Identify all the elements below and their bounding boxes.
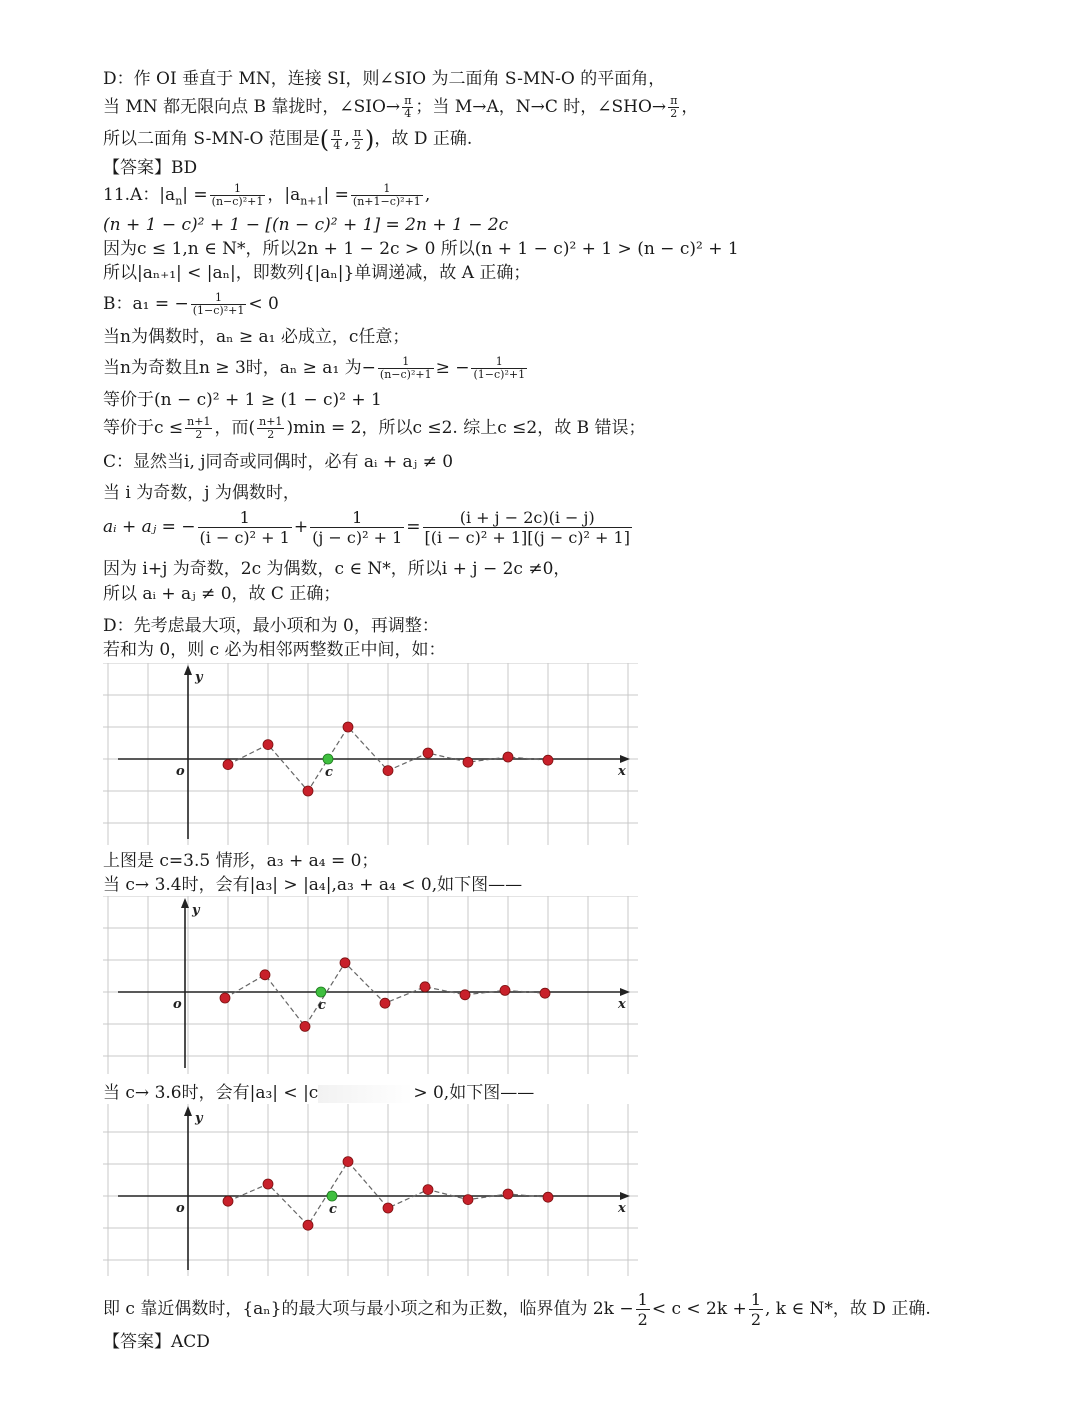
- text-segment: ，|a: [267, 185, 301, 205]
- c-point: [327, 1191, 337, 1201]
- plot-1-svg: [103, 663, 638, 845]
- text-line-6: 因为c ≤ 1,n ∈ N*，所以2n + 1 − 2c > 0 所以(n + 1 − c)² + 1 > (n − c)² + 1: [103, 239, 739, 259]
- text-segment: < 0: [248, 294, 279, 314]
- fraction-half: $\frac{1}{2}$: [637, 1290, 648, 1329]
- text-segment: =: [406, 517, 421, 537]
- x-axis-label: x: [618, 764, 626, 779]
- text-line-2: [103, 95, 698, 120]
- data-point: [423, 748, 433, 758]
- text-line-22: [103, 1082, 534, 1104]
- fraction-an: $\frac{1}{\text{(n−c)²+1}}$: [379, 355, 432, 381]
- text-line-d: D：先考虑最大项，最小项和为 0，再调整：: [103, 616, 439, 636]
- text-segment: )min = 2，所以c ≤2. 综上c ≤2，故 B 错误；: [286, 418, 646, 438]
- data-point: [420, 982, 430, 992]
- data-point: [383, 1203, 393, 1213]
- data-point: [383, 766, 393, 776]
- text-segment: ≥ −: [435, 358, 470, 378]
- plot-1: [103, 663, 638, 845]
- fraction-an: $\frac{1}{\text{(n−c)²+1}}$: [211, 182, 264, 208]
- data-point: [263, 740, 273, 750]
- origin-label: o: [173, 997, 182, 1012]
- text-segment: 当 c→ 3.6时，会有|a₃| < |c: [103, 1083, 319, 1103]
- c-label: c: [325, 765, 333, 780]
- data-point: [263, 1179, 273, 1189]
- data-point: [423, 1185, 433, 1195]
- data-point: [540, 988, 550, 998]
- data-point: [543, 1192, 553, 1202]
- fraction-half: $\frac{1}{2}$: [750, 1290, 761, 1329]
- data-point: [500, 985, 510, 995]
- c-point: [316, 987, 326, 997]
- data-point: [380, 998, 390, 1008]
- text-segment: , k ∈ N*，故 D 正确.: [765, 1299, 931, 1319]
- data-point: [220, 993, 230, 1003]
- data-point: [343, 722, 353, 732]
- y-axis-arrow: [184, 1106, 192, 1116]
- text-line-7: 所以|aₙ₊₁| < |aₙ|，即数列{|aₙ|}单调递减，故 A 正确；: [103, 263, 531, 283]
- data-point: [303, 786, 313, 796]
- data-point: [463, 757, 473, 767]
- blurred-region: [318, 1085, 413, 1103]
- text-segment: ，而(: [214, 418, 256, 438]
- data-point: [463, 1195, 473, 1205]
- fraction-n1-2: $\frac{n+1}{2}$: [187, 415, 211, 441]
- data-point: [303, 1220, 313, 1230]
- data-point: [340, 958, 350, 968]
- x-axis-label: x: [618, 997, 626, 1012]
- text-line-15: [103, 508, 634, 547]
- text-segment: ；当 M→A，N→C 时，∠SHO→: [415, 97, 667, 117]
- data-point: [300, 1021, 310, 1031]
- text-line-17: 所以 aᵢ + aⱼ ≠ 0，故 C 正确；: [103, 584, 341, 604]
- text-segment: +: [293, 517, 309, 537]
- fraction-n1-2: $\frac{n+1}{2}$: [259, 415, 283, 441]
- origin-label: o: [176, 1201, 185, 1216]
- text-segment: ，: [681, 97, 699, 117]
- fraction-a1: $\frac{1}{\text{(1−c)²+1}}$: [473, 355, 526, 381]
- c-label: c: [318, 998, 326, 1013]
- fraction-sum: $\frac{(i + j - 2c)(i - j)}{\text{[(i − c)² + 1][(j − c)² + 1]}}$: [424, 508, 630, 547]
- text-line-21: 当 c→ 3.4时，会有|a₃| > |a₄|,a₃ + a₄ < 0,如下图——: [103, 875, 523, 895]
- text-line-20: 上图是 c=3.5 情形，a₃ + a₄ = 0；: [103, 851, 379, 871]
- text-segment: | =: [182, 185, 208, 205]
- plot-3-svg: [103, 1104, 638, 1276]
- fraction-aj: $\frac{1}{\text{(j − c)² + 1}}$: [312, 508, 403, 547]
- text-segment: < c < 2k +: [651, 1299, 747, 1319]
- fraction-a1: $\frac{1}{\text{(1−c)²+1}}$: [192, 291, 245, 317]
- text-segment: 11.A：|a: [103, 185, 176, 205]
- y-axis-label: y: [192, 903, 200, 918]
- answer-acd: 【答案】ACD: [103, 1332, 210, 1352]
- data-point: [503, 1189, 513, 1199]
- fraction-pi-2: $\frac{\pi}{2}$: [670, 94, 678, 120]
- fraction-an1: $\frac{1}{\text{(n+1−c)²+1}}$: [352, 182, 421, 208]
- text-segment: 即 c 靠近偶数时，{aₙ}的最大项与最小项之和为正数，临界值为 2k −: [103, 1299, 634, 1319]
- text-segment: aᵢ + aⱼ = −: [103, 517, 196, 537]
- text-line-9: 当n为偶数时，aₙ ≥ a₁ 必成立，c任意；: [103, 327, 410, 347]
- text-line-12: [103, 416, 646, 441]
- fraction-pi-4: $\frac{\pi}{4}$: [404, 94, 412, 120]
- text-line-16: 因为 i+j 为奇数，2c 为偶数，c ∈ N*，所以i + j − 2c ≠0，: [103, 559, 571, 579]
- plot-3: [103, 1104, 638, 1276]
- data-point: [223, 1196, 233, 1206]
- text-line-23: [103, 1290, 931, 1329]
- plot-2: [103, 896, 638, 1074]
- fraction-ai: $\frac{1}{\text{(i − c)² + 1}}$: [199, 508, 290, 547]
- data-point: [543, 755, 553, 765]
- y-axis-label: y: [195, 1111, 203, 1126]
- text-line-1: D：作 OI 垂直于 MN，连接 SI，则∠SIO 为二面角 S-MN-O 的平面角，: [103, 69, 666, 89]
- text-segment: B：a₁ = −: [103, 294, 189, 314]
- text-segment: > 0,如下图——: [413, 1083, 535, 1103]
- text-segment: 所以二面角 S-MN-O 范围是: [103, 129, 320, 149]
- text-line-c: C：显然当i, j同奇或同偶时，必有 aᵢ + aⱼ ≠ 0: [103, 452, 454, 472]
- text-line-19: 若和为 0，则 c 必为相邻两整数正中间，如：: [103, 640, 446, 660]
- fraction-pi-4: $\frac{\pi}{4}$: [333, 126, 341, 152]
- text-line-14: 当 i 为奇数，j 为偶数时，: [103, 483, 300, 503]
- text-line-5: (n + 1 − c)² + 1 − [(n − c)² + 1] = 2n + 1 − 2c: [103, 215, 509, 235]
- c-point: [323, 754, 333, 764]
- data-point: [343, 1157, 353, 1167]
- plot-2-svg: [103, 896, 638, 1074]
- y-axis-label: y: [195, 670, 203, 685]
- data-point: [460, 990, 470, 1000]
- data-point: [503, 752, 513, 762]
- text-line-3: 所以二面角 S-MN-O 范围是( $\frac{\pi}{4}$ , $\frac{\pi}{2}$ )，故 D 正确.: [103, 125, 473, 154]
- text-line-11: 等价于(n − c)² + 1 ≥ (1 − c)² + 1: [103, 390, 382, 410]
- series-dashed-line: [225, 963, 545, 1027]
- data-point: [223, 760, 233, 770]
- text-line-10: [103, 356, 529, 381]
- fraction-pi-2: $\frac{\pi}{2}$: [353, 126, 362, 152]
- text-line-b: [103, 292, 279, 317]
- answer-bd: 【答案】BD: [103, 158, 198, 178]
- text-segment: ，故 D 正确.: [374, 129, 473, 149]
- text-segment: 等价于c ≤: [103, 418, 184, 438]
- data-point: [260, 970, 270, 980]
- c-label: c: [329, 1202, 337, 1217]
- text-line-11a: 11.A：$|a_n|$ = $\frac{1}{\text{(n−c)²+1}}$ ，$|a_{n+1}|$ = $\frac{1}{\text{(n+1−c)²+1}}$ ,: [103, 182, 431, 208]
- text-segment: 当n为奇数且n ≥ 3时，aₙ ≥ a₁ 为−: [103, 358, 376, 378]
- y-axis-arrow: [184, 665, 192, 675]
- text-segment: 当 MN 都无限向点 B 靠拢时，∠SIO→: [103, 97, 401, 117]
- x-axis-label: x: [618, 1201, 626, 1216]
- origin-label: o: [176, 764, 185, 779]
- text-segment: | =: [323, 185, 349, 205]
